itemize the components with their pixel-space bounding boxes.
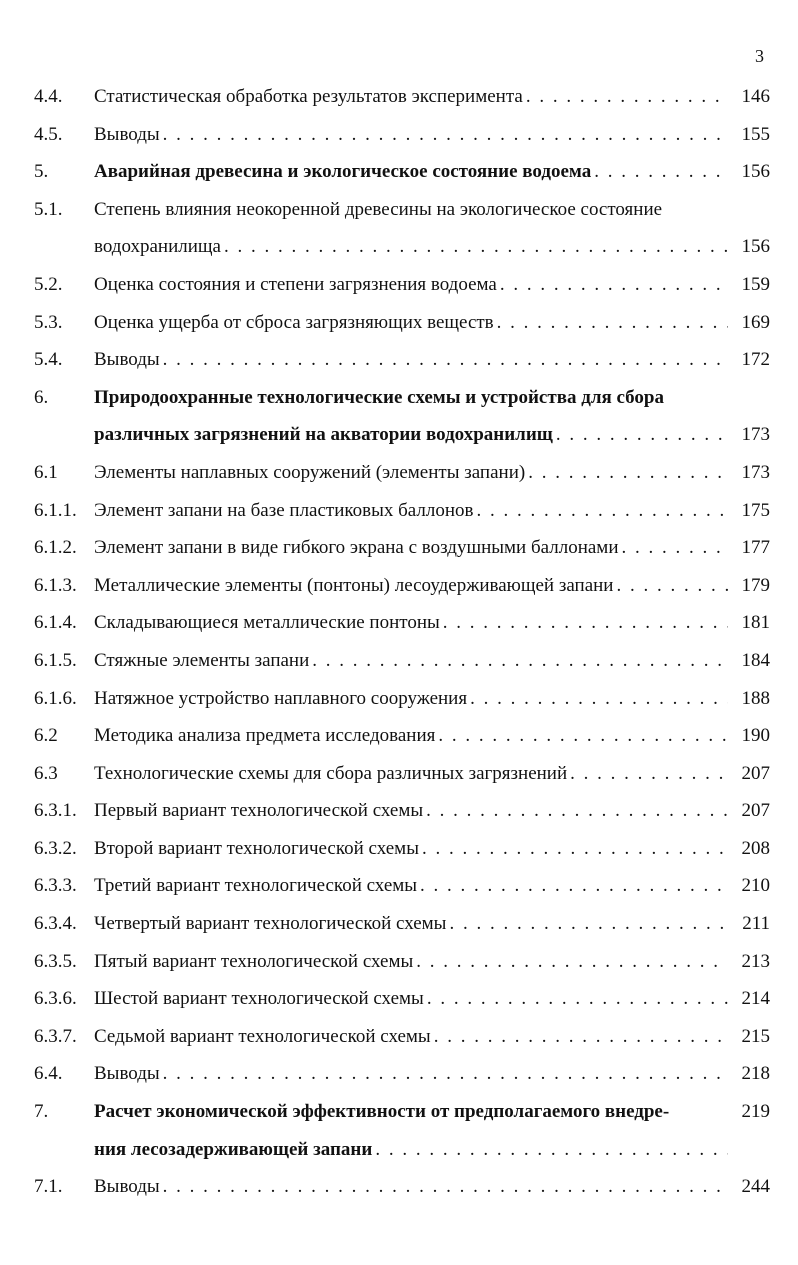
entry-number: 4.5.	[34, 123, 63, 145]
dot-leader	[622, 529, 729, 567]
entry-page: 146	[741, 86, 770, 107]
toc-entry-4-4	[34, 78, 770, 116]
entry-number: 6.3.3.	[34, 875, 77, 897]
entry-page: 155	[741, 123, 770, 145]
entry-number: 5.3.	[34, 311, 63, 333]
dot-leader	[163, 116, 728, 154]
toc-entry-6-1-1	[34, 492, 770, 530]
dot-leader	[438, 717, 728, 755]
entry-title: Технологические схемы для сбора различных загрязнений	[94, 762, 568, 784]
toc-entry-6-3-7	[34, 1018, 770, 1056]
entry-page: 177	[741, 537, 770, 559]
dot-leader	[443, 604, 728, 642]
entry-page: 219	[741, 1101, 770, 1123]
dot-leader	[375, 1131, 728, 1169]
entry-title-continued: водохранилища	[94, 236, 221, 258]
entry-title: Аварийная древесина и экологическое состояние водоема	[94, 161, 592, 183]
toc-entry-6-2	[34, 717, 770, 755]
entry-title: Четвертый вариант технологической схемы	[94, 913, 447, 935]
entry-page: 211	[742, 913, 770, 935]
entry-title: Первый вариант технологической схемы	[94, 800, 424, 822]
dot-leader	[526, 78, 728, 116]
entry-title: Выводы	[94, 123, 160, 145]
entry-title: Методика анализа предмета исследования	[94, 725, 436, 747]
toc-entry-4-5	[34, 116, 770, 154]
entry-number: 4.4.	[34, 86, 63, 107]
entry-number: 6.3.5.	[34, 950, 77, 972]
entry-number: 6.1.4.	[34, 612, 77, 634]
entry-number: 7.1.	[34, 1176, 63, 1198]
entry-page: 208	[741, 837, 770, 859]
dot-leader	[163, 1168, 728, 1206]
entry-page: 173	[741, 424, 770, 446]
entry-number: 6.1.5.	[34, 649, 77, 671]
entry-number: 6.3	[34, 762, 58, 784]
entry-number: 6.1	[34, 461, 58, 483]
toc-entry-6-1-2	[34, 529, 770, 567]
entry-title: Выводы	[94, 1176, 160, 1198]
entry-title: Пятый вариант технологической схемы	[94, 950, 414, 972]
entry-number: 7.	[34, 1101, 49, 1123]
toc-entry-6-1-3	[34, 567, 770, 605]
entry-page: 207	[741, 762, 770, 784]
entry-page: 218	[741, 1063, 770, 1085]
entry-title: Статистическая обработка результатов эксперимента	[94, 86, 523, 107]
entry-page: 207	[741, 800, 770, 822]
dot-leader	[570, 755, 728, 793]
dot-leader	[470, 680, 728, 718]
entry-page: 159	[741, 273, 770, 295]
toc-entry-6-3	[34, 755, 770, 793]
entry-number: 5.1.	[34, 198, 63, 220]
entry-title: Элемент запани на базе пластиковых баллонов	[94, 499, 474, 521]
entry-number: 6.3.1.	[34, 800, 77, 822]
entry-page: 213	[741, 950, 770, 972]
dot-leader	[420, 867, 728, 905]
entry-page: 214	[741, 988, 770, 1010]
entry-title: Второй вариант технологической схемы	[94, 837, 419, 859]
entry-title: Элементы наплавных сооружений (элементы запани)	[94, 461, 526, 483]
entry-title: Оценка состояния и степени загрязнения водоема	[94, 273, 497, 295]
entry-page: 190	[741, 725, 770, 747]
entry-number: 5.	[34, 161, 49, 183]
dot-leader	[427, 980, 728, 1018]
entry-title: Выводы	[94, 1063, 160, 1085]
entry-title: Натяжное устройство наплавного сооружения	[94, 687, 468, 709]
entry-number: 6.3.7.	[34, 1025, 77, 1047]
entry-page: 181	[741, 612, 770, 634]
entry-title: Третий вариант технологической схемы	[94, 875, 418, 897]
entry-page: 156	[741, 161, 770, 183]
toc-entry-6-3-4	[34, 905, 770, 943]
entry-title-continued: ния лесозадерживающей запани	[94, 1138, 373, 1160]
dot-leader	[163, 341, 728, 379]
toc-entry-5-3	[34, 304, 770, 342]
entry-number: 6.3.2.	[34, 837, 77, 859]
entry-page: 244	[741, 1176, 770, 1198]
toc-entry-7-1	[34, 1168, 770, 1206]
entry-page: 210	[741, 875, 770, 897]
entry-number: 5.2.	[34, 273, 63, 295]
entry-title: Седьмой вариант технологической схемы	[94, 1025, 431, 1047]
entry-page: 175	[741, 499, 770, 521]
toc-entry-6-3-5	[34, 943, 770, 981]
toc-entry-6-3-3	[34, 867, 770, 905]
entry-title: Складывающиеся металлические понтоны	[94, 612, 440, 634]
dot-leader	[163, 1055, 728, 1093]
dot-leader	[426, 792, 728, 830]
dot-leader	[497, 304, 728, 342]
entry-title: Расчет экономической эффективности от предполагаемого внедре-	[94, 1101, 670, 1123]
entry-number: 6.3.4.	[34, 913, 77, 935]
entry-page: 184	[741, 649, 770, 671]
entry-page: 188	[741, 687, 770, 709]
entry-page: 215	[741, 1025, 770, 1047]
toc-entry-6-1	[34, 454, 770, 492]
entry-page: 173	[741, 461, 770, 483]
entry-title: Степень влияния неокоренной древесины на экологическое состояние	[94, 198, 663, 220]
dot-leader	[594, 153, 728, 191]
dot-leader	[449, 905, 728, 943]
dot-leader	[422, 830, 728, 868]
dot-leader	[556, 416, 728, 454]
toc-entry-6-1-5	[34, 642, 770, 680]
toc-entry-6	[34, 379, 770, 454]
dot-leader	[616, 567, 728, 605]
entry-number: 6.3.6.	[34, 988, 77, 1010]
page-number: 3	[755, 46, 764, 66]
toc-entry-5-2	[34, 266, 770, 304]
dot-leader	[528, 454, 728, 492]
entry-title: Выводы	[94, 349, 160, 371]
toc-entry-6-3-2	[34, 830, 770, 868]
entry-number: 5.4.	[34, 349, 63, 371]
entry-title: Шестой вариант технологической схемы	[94, 988, 424, 1010]
entry-title-continued: различных загрязнений на акватории водохранилищ	[94, 424, 553, 446]
toc-entry-6-3-6	[34, 980, 770, 1018]
entry-title: Природоохранные технологические схемы и устройства для сбора	[94, 386, 664, 408]
dot-leader	[500, 266, 728, 304]
dot-leader	[416, 943, 728, 981]
table-of-contents	[34, 78, 770, 1206]
entry-number: 6.1.3.	[34, 574, 77, 596]
toc-entry-6-3-1	[34, 792, 770, 830]
toc-entry-7	[34, 1093, 770, 1168]
toc-entry-6-1-6	[34, 680, 770, 718]
entry-title: Стяжные элементы запани	[94, 649, 310, 671]
entry-number: 6.2	[34, 725, 58, 747]
dot-leader	[312, 642, 728, 680]
entry-page: 172	[741, 349, 770, 371]
toc-entry-5	[34, 153, 770, 191]
entry-number: 6.4.	[34, 1063, 63, 1085]
dot-leader	[434, 1018, 728, 1056]
toc-entry-6-1-4	[34, 604, 770, 642]
entry-number: 6.1.2.	[34, 537, 77, 559]
entry-title: Металлические элементы (понтоны) лесоудерживающей запани	[94, 574, 614, 596]
entry-title: Элемент запани в виде гибкого экрана с воздушными баллонами	[94, 537, 619, 559]
dot-leader	[224, 228, 728, 266]
toc-entry-5-4	[34, 341, 770, 379]
entry-number: 6.1.6.	[34, 687, 77, 709]
dot-leader	[477, 492, 728, 530]
entry-page: 169	[741, 311, 770, 333]
entry-number: 6.1.1.	[34, 499, 77, 521]
toc-entry-5-1	[34, 191, 770, 266]
entry-page: 179	[741, 574, 770, 596]
entry-title: Оценка ущерба от сброса загрязняющих веществ	[94, 311, 494, 333]
entry-page: 156	[741, 236, 770, 258]
entry-number: 6.	[34, 386, 49, 408]
toc-entry-6-4	[34, 1055, 770, 1093]
